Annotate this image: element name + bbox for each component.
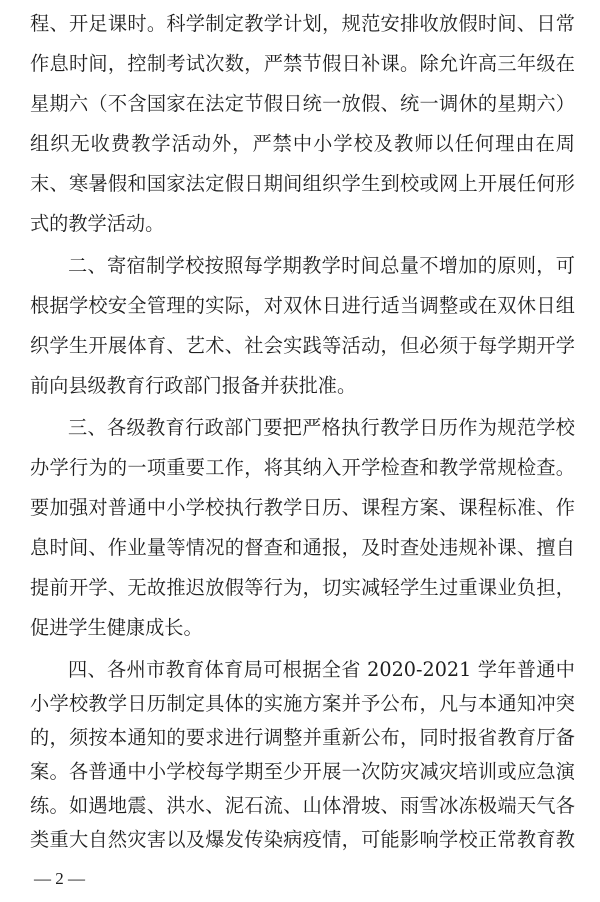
- text-line-2: 作息时间，控制考试次数，严禁节假日补课。除允许高三年级在: [30, 52, 575, 75]
- page-number: — 2 —: [34, 869, 85, 888]
- text-line-4: 组织无收费教学活动外，严禁中小学校及教师以任何理由在周: [30, 132, 575, 155]
- text-line-8: 根据学校安全管理的实际，对双休日进行适当调整或在双休日组: [30, 294, 575, 317]
- text-line-5: 末、寒暑假和国家法定假日期间组织学生到校或网上开展任何形: [30, 172, 575, 195]
- text-line-13: 要加强对普通中小学校执行教学日历、课程方案、课程标准、作: [30, 496, 575, 519]
- text-line-19: 的，须按本通知的要求进行调整并重新公布，同时报省教育厅备: [30, 726, 575, 749]
- text-line-21: 练。如遇地震、洪水、泥石流、山体滑坡、雨雪冰冻极端天气各: [30, 794, 575, 817]
- text-line-16: 促进学生健康成长。: [30, 616, 203, 639]
- text-line-6: 式的教学活动。: [30, 212, 165, 235]
- text-line-12: 办学行为的一项重要工作，将其纳入开学检查和教学常规检查。: [30, 456, 575, 479]
- text-line-22: 类重大自然灾害以及爆发传染病疫情，可能影响学校正常教育教: [30, 828, 575, 851]
- text-line-20: 案。各普通中小学校每学期至少开展一次防灾减灾培训或应急演: [30, 760, 575, 783]
- text-line-18: 小学校教学日历制定具体的实施方案并予公布，凡与本通知冲突: [30, 692, 575, 715]
- text-line-9: 织学生开展体育、艺术、社会实践等活动，但必须于每学期开学: [30, 334, 575, 357]
- paragraph-4-first-line: 四、各州市教育体育局可根据全省 2020-2021 学年普通中: [68, 658, 575, 681]
- paragraph-2-first-line: 二、寄宿制学校按照每学期教学时间总量不增加的原则，可: [68, 254, 575, 277]
- text-line-14: 息时间、作业量等情况的督查和通报，及时查处违规补课、擅自: [30, 536, 575, 559]
- text-line-1: 程、开足课时。科学制定教学计划，规范安排收放假时间、日常: [30, 12, 575, 35]
- text-line-15: 提前开学、无故推迟放假等行为，切实减轻学生过重课业负担，: [30, 576, 575, 599]
- text-line-3: 星期六（不含国家在法定节假日统一放假、统一调休的星期六）: [30, 92, 575, 115]
- paragraph-3-first-line: 三、各级教育行政部门要把严格执行教学日历作为规范学校: [68, 416, 575, 439]
- text-line-10: 前向县级教育行政部门报备并获批准。: [30, 374, 357, 397]
